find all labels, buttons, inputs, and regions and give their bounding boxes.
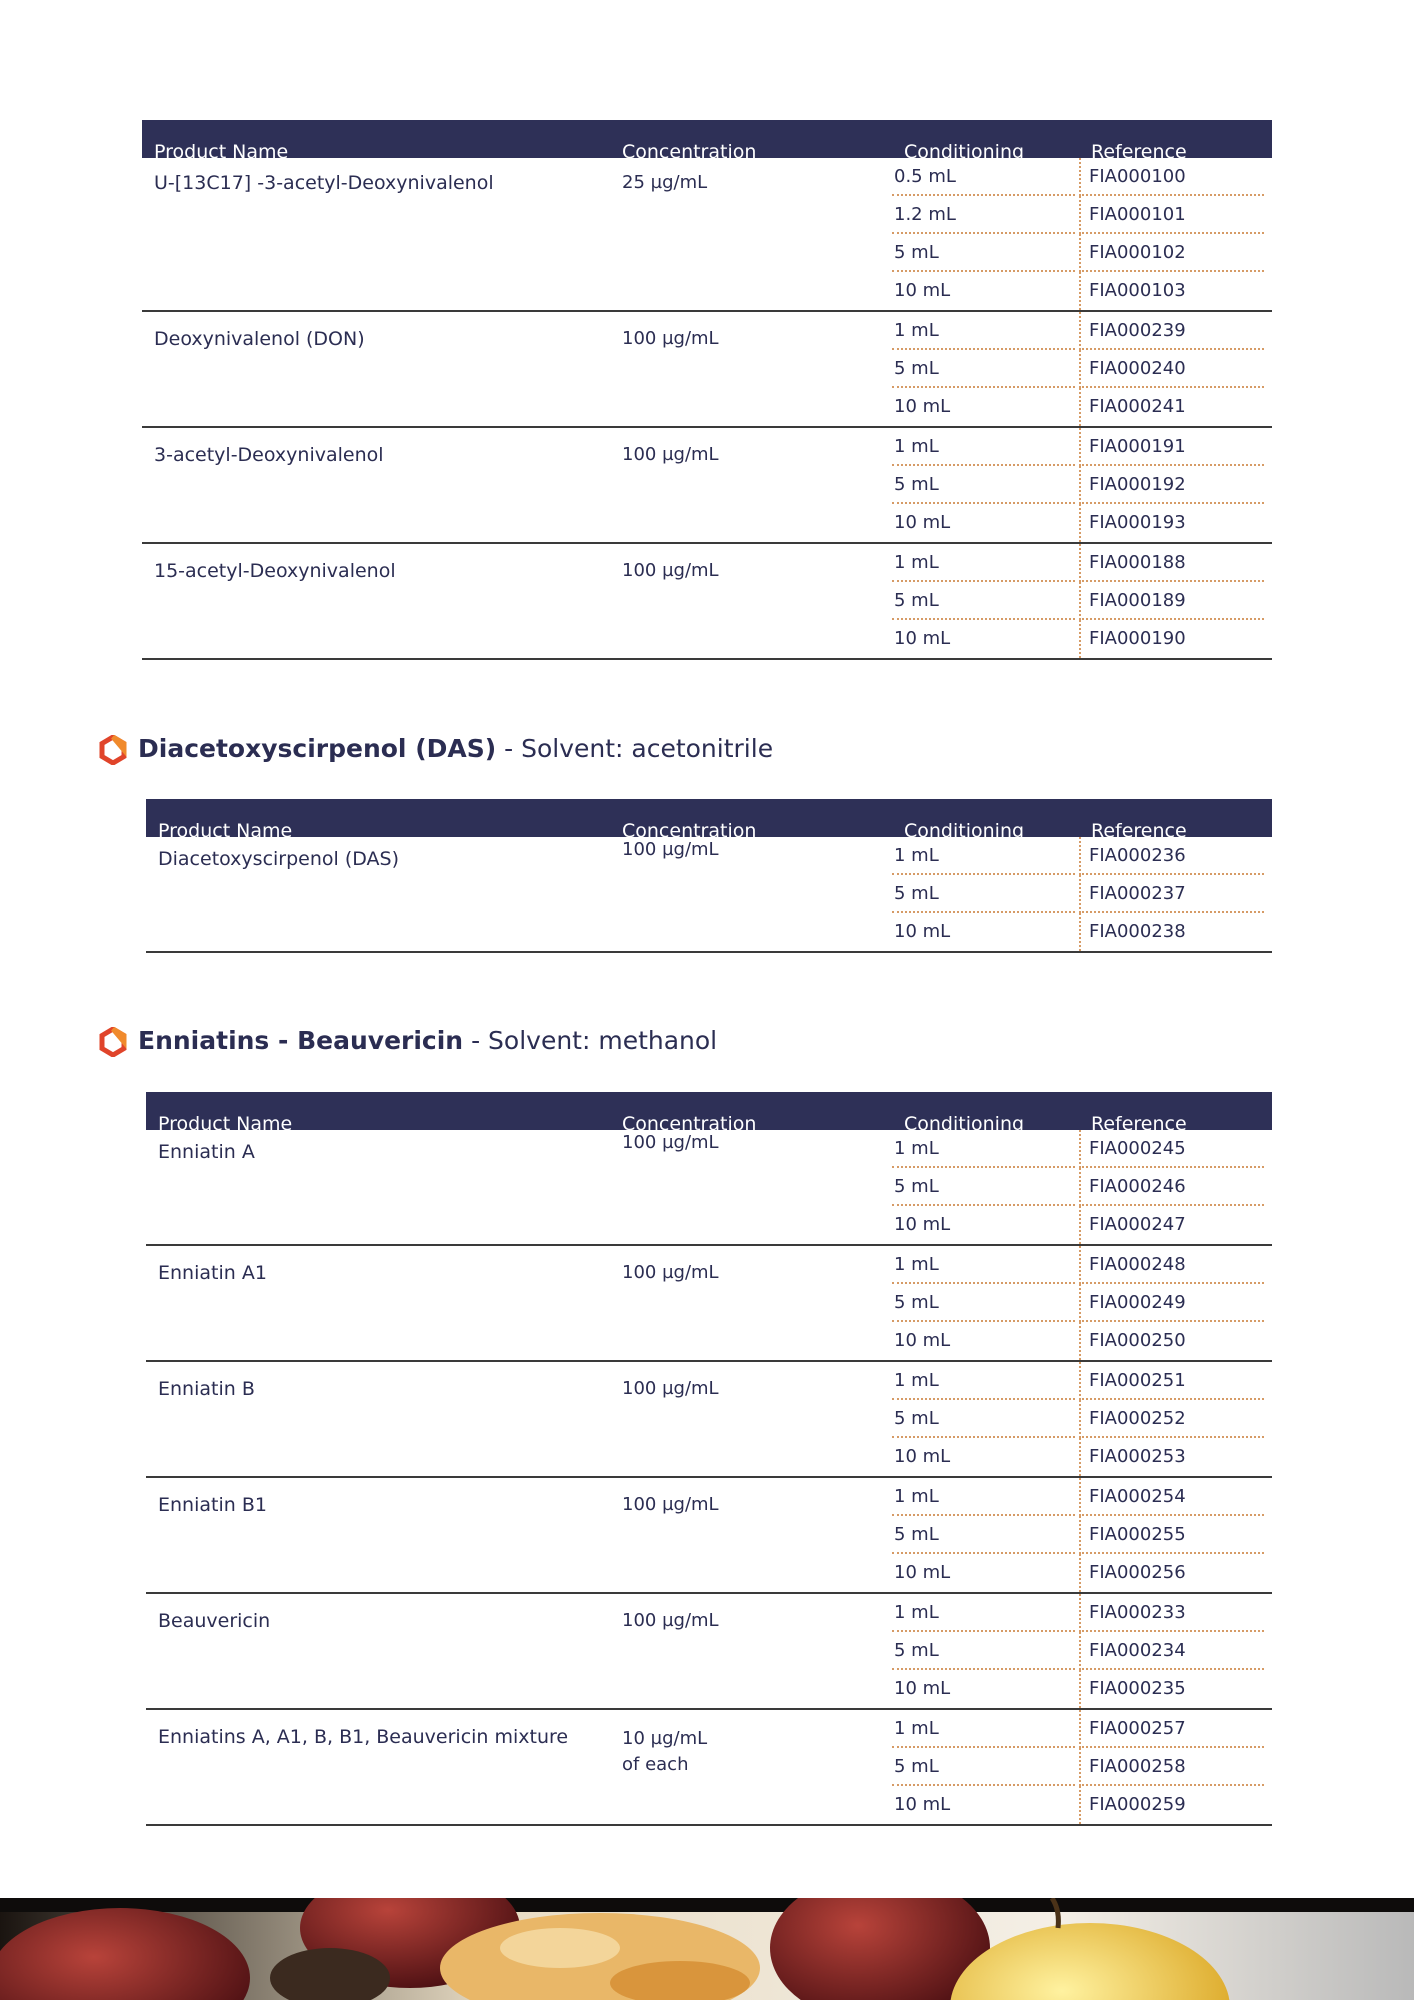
conditioning: 10 mL (894, 1678, 951, 1699)
product-name: Enniatin A1 (158, 1262, 267, 1284)
reference-code: FIA000250 (1079, 1322, 1264, 1360)
conditioning: 1 mL (892, 544, 1075, 582)
reference-cell (1079, 1593, 1272, 1709)
concentration-note: of each (622, 1754, 689, 1775)
reference-code: FIA000247 (1079, 1206, 1264, 1244)
product-name: Enniatin B (158, 1378, 255, 1400)
header-reference: Reference (1079, 120, 1272, 158)
conditioning: 1 mL (892, 1246, 1075, 1284)
header-product-name: Product Name (142, 120, 610, 158)
table-row (146, 1245, 1272, 1361)
hexagon-ring-icon (98, 1027, 128, 1057)
reference-code: FIA000252 (1079, 1400, 1264, 1438)
table-row (142, 427, 1272, 543)
conditioning: 10 mL (894, 1562, 951, 1583)
reference-code: FIA000251 (1079, 1362, 1264, 1400)
product-name: Enniatin A (158, 1141, 255, 1163)
concentration: 100 µg/mL (622, 1262, 719, 1283)
conditioning: 5 mL (892, 1748, 1075, 1786)
conditioning: 10 mL (894, 280, 951, 301)
conditioning: 10 mL (894, 921, 951, 942)
conditioning: 1.2 mL (892, 196, 1075, 234)
header-reference: Reference (1079, 799, 1272, 837)
conditioning: 10 mL (894, 1214, 951, 1235)
reference-code: FIA000245 (1079, 1130, 1264, 1168)
conditioning: 10 mL (894, 512, 951, 533)
reference-code: FIA000258 (1079, 1748, 1264, 1786)
conditioning-cell (892, 1593, 1079, 1709)
reference-code: FIA000188 (1079, 544, 1264, 582)
table-row (146, 837, 1272, 952)
section-title: Diacetoxyscirpenol (DAS) (138, 734, 497, 763)
reference-code: FIA000256 (1079, 1554, 1264, 1592)
section-heading-das (98, 734, 773, 765)
reference-code: FIA000259 (1079, 1786, 1264, 1824)
reference-code: FIA000189 (1079, 582, 1264, 620)
conditioning: 1 mL (892, 837, 1075, 875)
reference-code: FIA000253 (1079, 1438, 1264, 1476)
concentration: 100 µg/mL (622, 1610, 719, 1631)
reference-cell (1079, 1245, 1272, 1361)
reference-code: FIA000254 (1079, 1478, 1264, 1516)
table-row (146, 1361, 1272, 1477)
concentration-cell (610, 1709, 892, 1825)
header-conditioning: Conditioning (892, 799, 1079, 837)
conditioning: 1 mL (892, 1130, 1075, 1168)
food-photo (0, 1898, 1414, 2000)
reference-cell (1079, 1477, 1272, 1593)
conditioning-cell (892, 311, 1079, 427)
reference-cell (1079, 427, 1272, 543)
reference-code: FIA000238 (1079, 913, 1264, 951)
reference-cell (1079, 158, 1272, 311)
table-row (142, 311, 1272, 427)
section-heading-enniatins (98, 1026, 717, 1057)
concentration: 100 µg/mL (622, 328, 719, 349)
reference-cell (1079, 311, 1272, 427)
table-enniatins (146, 1092, 1272, 1826)
concentration: 25 µg/mL (622, 172, 708, 193)
conditioning: 10 mL (894, 1446, 951, 1467)
product-name: Beauvericin (158, 1610, 271, 1632)
reference-code: FIA000103 (1079, 272, 1264, 310)
reference-code: FIA000240 (1079, 350, 1264, 388)
table-row (146, 1709, 1272, 1825)
reference-cell (1079, 837, 1272, 952)
reference-cell (1079, 543, 1272, 659)
conditioning: 0.5 mL (892, 158, 1075, 196)
reference-code: FIA000101 (1079, 196, 1264, 234)
table-row (146, 1477, 1272, 1593)
concentration: 100 µg/mL (622, 444, 719, 465)
reference-code: FIA000234 (1079, 1632, 1264, 1670)
header-product-name: Product Name (146, 799, 610, 837)
conditioning-cell (892, 1245, 1079, 1361)
reference-code: FIA000257 (1079, 1710, 1264, 1748)
concentration: 100 µg/mL (622, 1132, 719, 1153)
reference-code: FIA000246 (1079, 1168, 1264, 1206)
section-title: Enniatins - Beauvericin (138, 1026, 464, 1055)
header-conditioning: Conditioning (892, 1092, 1079, 1130)
reference-code: FIA000100 (1079, 158, 1264, 196)
reference-code: FIA000102 (1079, 234, 1264, 272)
conditioning-cell (892, 1477, 1079, 1593)
table-diacetoxyscirpenol (146, 799, 1272, 953)
reference-code: FIA000239 (1079, 312, 1264, 350)
table-row (142, 158, 1272, 311)
conditioning: 5 mL (892, 582, 1075, 620)
table-deoxynivalenol (142, 120, 1272, 660)
conditioning-cell (892, 158, 1079, 311)
product-name: Enniatin B1 (158, 1494, 267, 1516)
conditioning: 5 mL (892, 466, 1075, 504)
table-row (142, 543, 1272, 659)
conditioning: 5 mL (892, 1632, 1075, 1670)
header-conditioning: Conditioning (892, 120, 1079, 158)
conditioning: 5 mL (892, 234, 1075, 272)
conditioning: 5 mL (892, 350, 1075, 388)
conditioning: 1 mL (892, 1710, 1075, 1748)
reference-code: FIA000255 (1079, 1516, 1264, 1554)
reference-code: FIA000237 (1079, 875, 1264, 913)
concentration: 100 µg/mL (622, 1494, 719, 1515)
conditioning: 5 mL (892, 1516, 1075, 1554)
concentration: 100 µg/mL (622, 560, 719, 581)
conditioning: 1 mL (892, 1478, 1075, 1516)
concentration: 10 µg/mL (622, 1728, 708, 1749)
section-solvent: - Solvent: acetonitrile (496, 734, 774, 763)
product-name: U-[13C17] -3-acetyl-Deoxynivalenol (154, 172, 494, 194)
reference-code: FIA000190 (1079, 620, 1264, 658)
reference-code: FIA000241 (1079, 388, 1264, 426)
table-row (146, 1130, 1272, 1245)
reference-code: FIA000248 (1079, 1246, 1264, 1284)
conditioning-cell (892, 1709, 1079, 1825)
reference-code: FIA000236 (1079, 837, 1264, 875)
header-concentration: Concentration (610, 120, 892, 158)
product-name: Deoxynivalenol (DON) (154, 328, 365, 350)
conditioning: 10 mL (894, 628, 951, 649)
conditioning-cell (892, 837, 1079, 952)
concentration: 100 µg/mL (622, 1378, 719, 1399)
reference-cell (1079, 1709, 1272, 1825)
conditioning: 5 mL (892, 1284, 1075, 1322)
conditioning: 5 mL (892, 875, 1075, 913)
reference-code: FIA000249 (1079, 1284, 1264, 1322)
conditioning-cell (892, 427, 1079, 543)
conditioning: 10 mL (894, 1330, 951, 1351)
reference-code: FIA000235 (1079, 1670, 1264, 1708)
table-header (146, 799, 1272, 837)
reference-code: FIA000192 (1079, 466, 1264, 504)
product-name: Diacetoxyscirpenol (DAS) (158, 848, 400, 870)
conditioning-cell (892, 1361, 1079, 1477)
conditioning: 5 mL (892, 1400, 1075, 1438)
product-name: Enniatins A, A1, B, B1, Beauvericin mixture (158, 1726, 569, 1748)
table-header (142, 120, 1272, 158)
reference-cell (1079, 1130, 1272, 1245)
table-row (146, 1593, 1272, 1709)
concentration: 100 µg/mL (622, 839, 719, 860)
header-concentration: Concentration (610, 1092, 892, 1130)
conditioning: 1 mL (892, 1594, 1075, 1632)
conditioning: 10 mL (894, 1794, 951, 1815)
reference-cell (1079, 1361, 1272, 1477)
conditioning: 5 mL (892, 1168, 1075, 1206)
conditioning: 1 mL (892, 312, 1075, 350)
conditioning-cell (892, 1130, 1079, 1245)
product-name: 3-acetyl-Deoxynivalenol (154, 444, 384, 466)
food-photo-illustration (0, 1898, 1414, 2000)
reference-code: FIA000191 (1079, 428, 1264, 466)
conditioning: 1 mL (892, 1362, 1075, 1400)
conditioning-cell (892, 543, 1079, 659)
table-header (146, 1092, 1272, 1130)
hexagon-ring-icon (98, 735, 128, 765)
conditioning: 1 mL (892, 428, 1075, 466)
header-product-name: Product Name (146, 1092, 610, 1130)
product-name: 15-acetyl-Deoxynivalenol (154, 560, 396, 582)
header-reference: Reference (1079, 1092, 1272, 1130)
reference-code: FIA000233 (1079, 1594, 1264, 1632)
reference-code: FIA000193 (1079, 504, 1264, 542)
header-concentration: Concentration (610, 799, 892, 837)
section-solvent: - Solvent: methanol (463, 1026, 718, 1055)
conditioning: 10 mL (894, 396, 951, 417)
